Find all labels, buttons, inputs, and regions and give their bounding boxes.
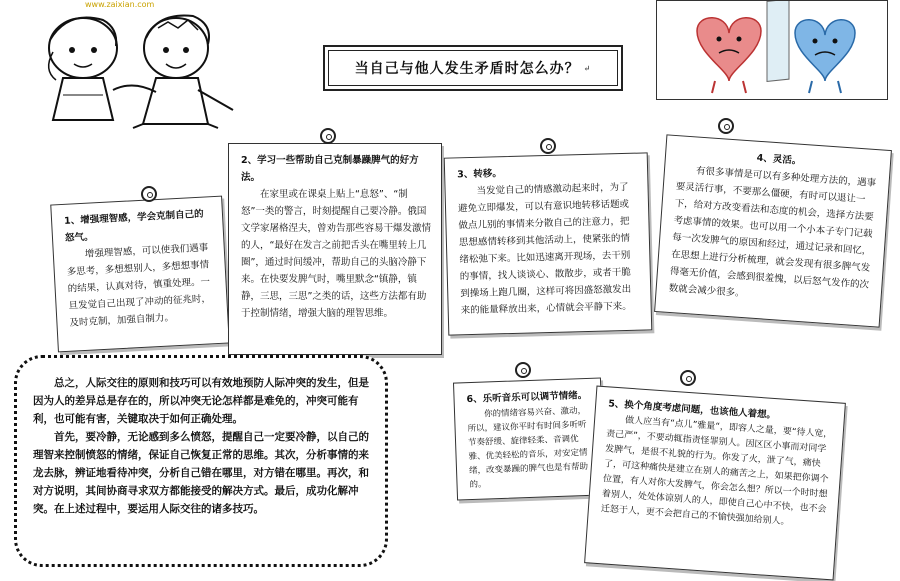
tip-card-5-body: 做人应当有“点儿”雅量“，即容人之量，要“待人宽，责己严”，不要动辄指责怪罪别人。因区区小事而对同学发脾气，是很不礼貌的行为。你发了火，泄了气，痛快了，可这种痛快是建立在别人的痛苦之上，如果把你调个位置，有人对你大发脾气，你会怎么想？所以一个时时想着别人，处处体谅别人的人，即使自己心中不快，也不会迁怒于人，更不会把自己的不愉快强加给别人。 xyxy=(600,415,833,528)
tip-card-3-body: 当发觉自己的情感激动起来时，为了避免立即爆发，可以有意识地转移话题或做点儿别的事情来分散自己的注意力，把思想感情转移到其他活动上，使紧张的情绪松弛下来。比如迅速离开现场，去干别的事情，找人谈谈心、散散步，或者干脆到操场上跑几圈，这样可将因盛怒激发出来的能量释放出来，心情就会平静下来。 xyxy=(457,181,632,317)
pin-icon xyxy=(515,362,531,378)
tip-card-4-heading: 4、灵活。 xyxy=(756,152,802,167)
tip-card-5-heading: 5、换个角度考虑问题，也该他人着想。 xyxy=(607,398,777,422)
pin-icon xyxy=(680,370,696,386)
pin-icon xyxy=(540,138,556,154)
watermark-text: www.zaixian.com xyxy=(85,0,155,9)
pin-icon xyxy=(320,128,336,144)
tip-card-3 xyxy=(444,152,653,335)
tip-card-1-body: 增强理智感，可以使我们遇事多思考，多想想别人，多想想事情的结果，认真对待，慎重处理。一旦发觉自己出现了冲动的征兆时，及时克制，加强自制力。 xyxy=(66,242,212,329)
tip-card-2 xyxy=(228,143,442,355)
tip-card-4-body: 有很多事情是可以有多种处理方法的，遇事要灵活行事，不要那么僵硬，有时可以退让一下，给对方改变看法和态度的机会，选择方法要考虑事情的效果。也可以用一个小本子专门记载每一次发脾气的原因和经过，通过记录和回忆，在思想上进行分析梳理，就会发现有很多脾气发得毫无价值，会感到很羞愧，以后怒气发作的次数就会减少很多。 xyxy=(668,165,877,300)
tip-card-4 xyxy=(654,134,892,327)
tip-card-6 xyxy=(453,377,605,500)
summary-paragraph-1: 总之，人际交往的原则和技巧可以有效地预防人际冲突的发生，但是因为人的差异总是存在的，所以冲突无论怎样都是难免的，冲突可能有利，也可能有害，关键取决于如何正确处理。 xyxy=(33,377,369,425)
page-title-text: 当自己与他人发生矛盾时怎么办？ xyxy=(354,61,580,77)
summary-paragraph-2: 首先，要冷静，无论感到多么愤怒，提醒自己一定要冷静，以自己的理智来控制愤怒的情绪，保证自己恢复正常的思维。其次，分析事情的来龙去脉，辨证地看待冲突，分析自己错在哪里，对方错在哪里。再次，和对方说明，其间协商寻求双方都能接受的解决方式。最后，成功化解冲突。在上述过程中，要运用人际交往的诸多技巧。 xyxy=(33,431,369,515)
tip-card-6-heading: 6、乐听音乐可以调节情绪。 xyxy=(466,389,588,406)
tip-card-1-heading: 1、增强理智感，学会克制自己的怒气。 xyxy=(63,208,204,244)
hearts-illustration xyxy=(656,0,888,100)
summary-box xyxy=(14,355,388,567)
children-illustration xyxy=(8,0,258,130)
pin-icon xyxy=(718,118,734,134)
tip-card-3-heading: 3、转移。 xyxy=(457,168,502,181)
tip-card-1 xyxy=(50,196,230,353)
page-title xyxy=(323,45,623,91)
return-mark: ↵ xyxy=(583,63,592,73)
pin-icon xyxy=(141,186,157,202)
tip-card-2-body: 在家里或在课桌上贴上“息怒”、“制怒”一类的警言，时刻提醒自己要冷静。俄国文学家屠格涅夫，曾劝告那些容易干爆发激情的人，“最好在发言之前把舌头在嘴里转上几圈”，通过时间缓冲，帮助自己的头脑冷静下来。在快要发脾气时，嘴里默念“镇静，镇静，三思，三思”之类的话，这些方法都有助于控制情绪，增强大脑的理智思维。 xyxy=(241,189,432,319)
tip-card-2-heading: 2、学习一些帮助自己克制暴躁脾气的好方法。 xyxy=(241,155,419,183)
tip-card-6-body: 你的情绪容易兴奋、激动，所以，建议你平时有时间多听听节奏舒缓、旋律轻柔、音调优雅、优美轻松的音乐，对安定情绪，改变暴躁的脾气也是有帮助的。 xyxy=(467,405,589,491)
tip-card-5 xyxy=(584,385,846,580)
